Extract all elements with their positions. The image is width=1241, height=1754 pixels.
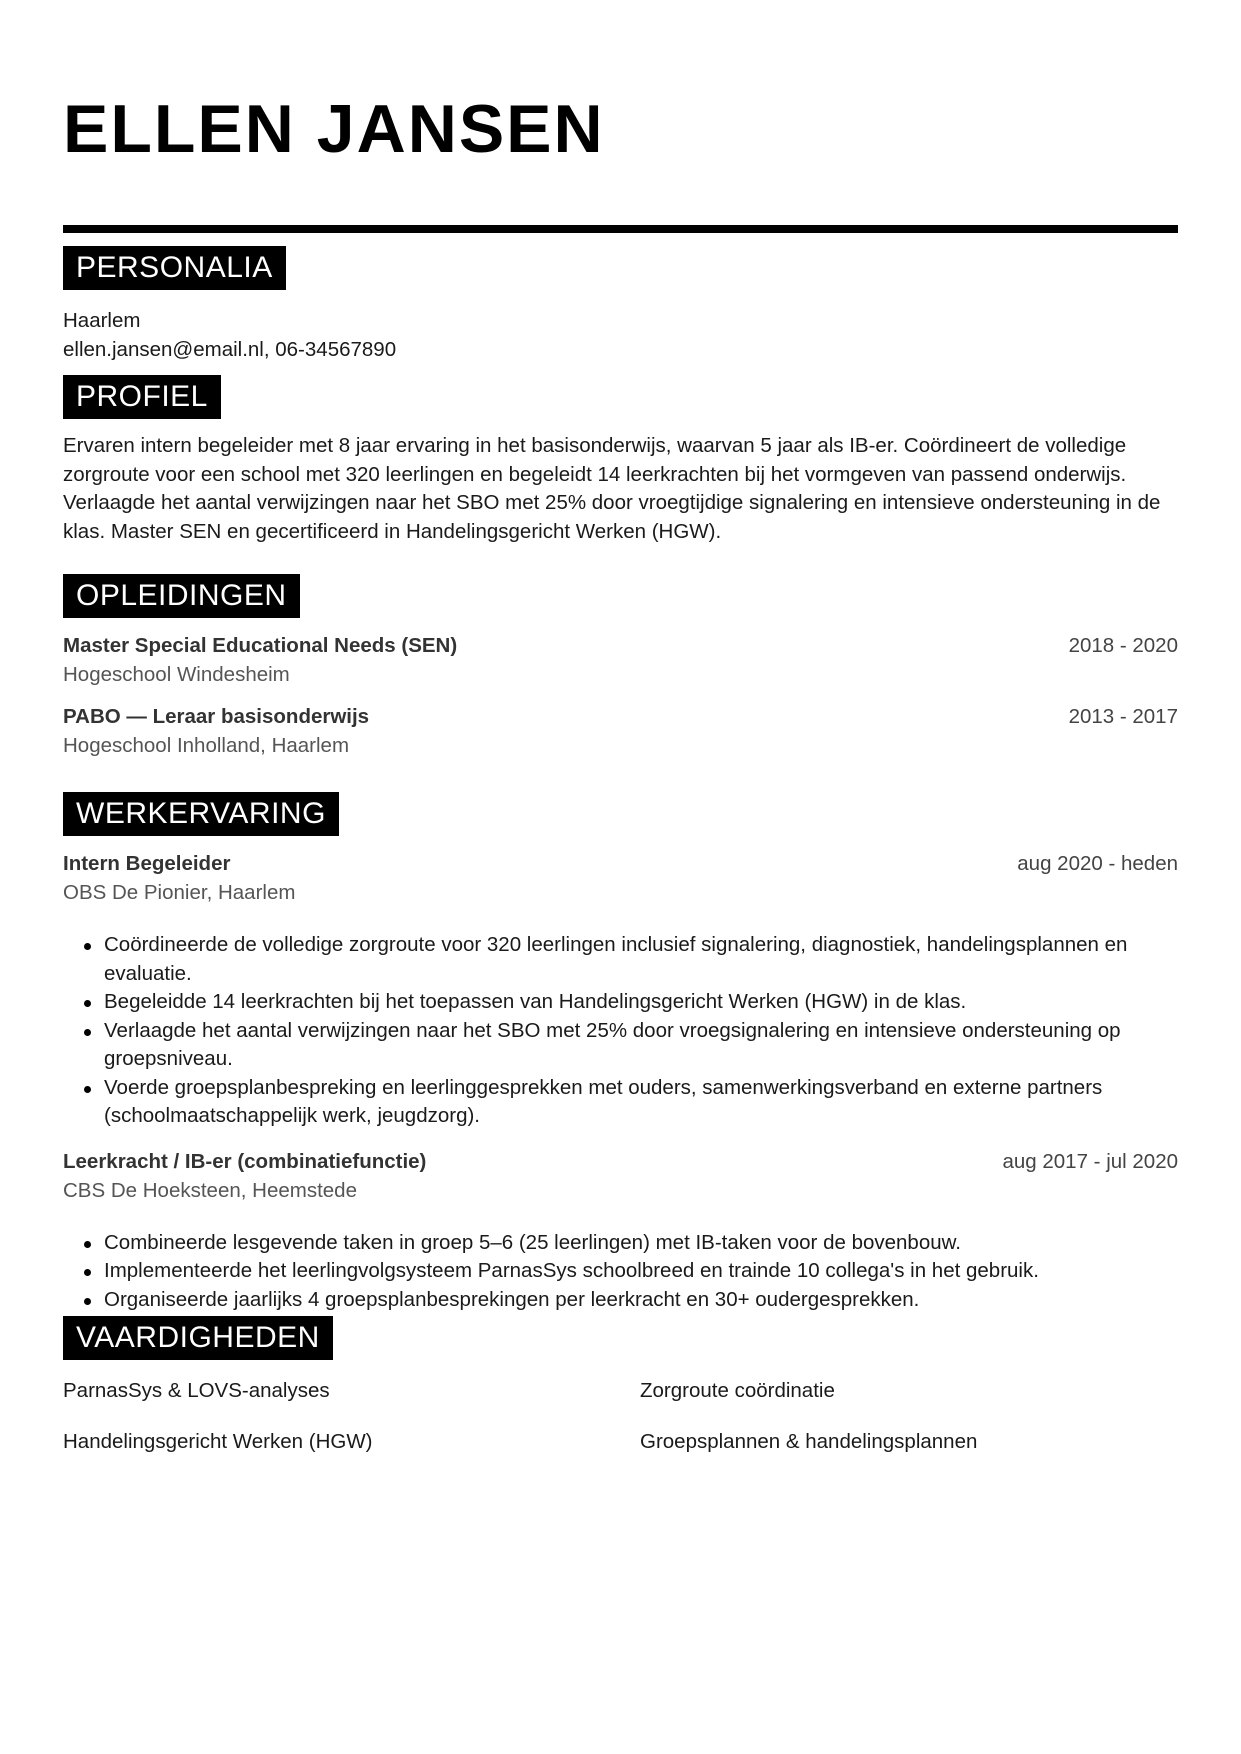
section-personalia <box>63 246 1178 364</box>
list-item: Implementeerde het leerlingvolgsysteem ParnasSys schoolbreed en trainde 10 collega's in het gebruik. <box>104 1257 1178 1286</box>
list-item: Organiseerde jaarlijks 4 groepsplanbesprekingen per leerkracht en 30+ oudergesprekken. <box>104 1286 1178 1315</box>
skill-item: Groepsplannen & handelingsplannen <box>640 1430 978 1453</box>
section-vaardigheden <box>63 1316 1178 1456</box>
job-achievements <box>63 931 1178 1131</box>
job-employer: OBS De Pionier, Haarlem <box>63 881 296 904</box>
personal-city: Haarlem <box>63 309 141 332</box>
section-opleidingen <box>63 574 1178 760</box>
job-title: Leerkracht / IB-er (combinatiefunctie) <box>63 1149 427 1173</box>
education-entry <box>63 702 1178 760</box>
education-date: 2018 - 2020 <box>1068 634 1178 657</box>
skill-item: ParnasSys & LOVS-analyses <box>63 1379 330 1402</box>
list-item: Verlaagde het aantal verwijzingen naar het SBO met 25% door vroegsignalering en intensieve ondersteuning op groepsniveau. <box>104 1017 1178 1074</box>
section-heading-profiel: PROFIEL <box>63 375 221 419</box>
list-item: Combineerde lesgevende taken in groep 5–6 (25 leerlingen) met IB-taken voor de bovenbouw. <box>104 1229 1178 1258</box>
job-date: aug 2017 - jul 2020 <box>1002 1149 1178 1173</box>
job-title: Intern Begeleider <box>63 852 231 875</box>
section-werkervaring <box>63 792 1178 1314</box>
section-heading-opleidingen: OPLEIDINGEN <box>63 574 300 618</box>
section-heading-vaardigheden: VAARDIGHEDEN <box>63 1316 333 1360</box>
skills-grid <box>63 1376 1178 1456</box>
job-entry <box>63 849 1178 1131</box>
candidate-name: ELLEN JANSEN <box>63 91 605 167</box>
job-employer: CBS De Hoeksteen, Heemstede <box>63 1178 357 1202</box>
education-date: 2013 - 2017 <box>1068 705 1178 728</box>
profile-summary: Ervaren intern begeleider met 8 jaar ervaring in het basisonderwijs, waarvan 5 jaar als IB-er. Coördineert de volledige zorgroute voor een school met 320 leerlingen en begeleidt 14 leerkrachten bij het vormgeven van passend onderwijs. Verlaagde het aantal verwijzingen naar het SBO met 25% door vroegtijdige signalering en intensieve ondersteuning in de klas. Master SEN en gecertificeerd in Handelingsgericht Werken (HGW). <box>63 434 1161 543</box>
list-item: Coördineerde de volledige zorgroute voor 320 leerlingen inclusief signalering, diagnostiek, handelingsplannen en evaluatie. <box>104 931 1178 988</box>
section-heading-werkervaring: WERKERVARING <box>63 792 339 836</box>
header-divider <box>63 225 1178 233</box>
skill-item: Zorgroute coördinatie <box>640 1379 835 1402</box>
list-item: Voerde groepsplanbespreking en leerlinggesprekken met ouders, samenwerkingsverband en externe partners (schoolmaatschappelijk werk, jeugdzorg). <box>104 1074 1178 1131</box>
education-entry <box>63 631 1178 689</box>
education-title: PABO — Leraar basisonderwijs <box>63 705 370 728</box>
education-title: Master Special Educational Needs (SEN) <box>63 634 458 657</box>
skill-item: Handelingsgericht Werken (HGW) <box>63 1430 373 1453</box>
job-entry <box>63 1147 1178 1315</box>
education-institution: Hogeschool Inholland, Haarlem <box>63 734 350 757</box>
section-heading-personalia: PERSONALIA <box>63 246 286 290</box>
section-profiel <box>63 375 1178 546</box>
personal-contact: ellen.jansen@email.nl, 06-34567890 <box>63 337 397 361</box>
job-achievements <box>63 1229 1178 1315</box>
education-institution: Hogeschool Windesheim <box>63 663 290 686</box>
list-item: Begeleidde 14 leerkrachten bij het toepassen van Handelingsgericht Werken (HGW) in de klas. <box>104 988 1178 1017</box>
job-date: aug 2020 - heden <box>1017 852 1178 875</box>
